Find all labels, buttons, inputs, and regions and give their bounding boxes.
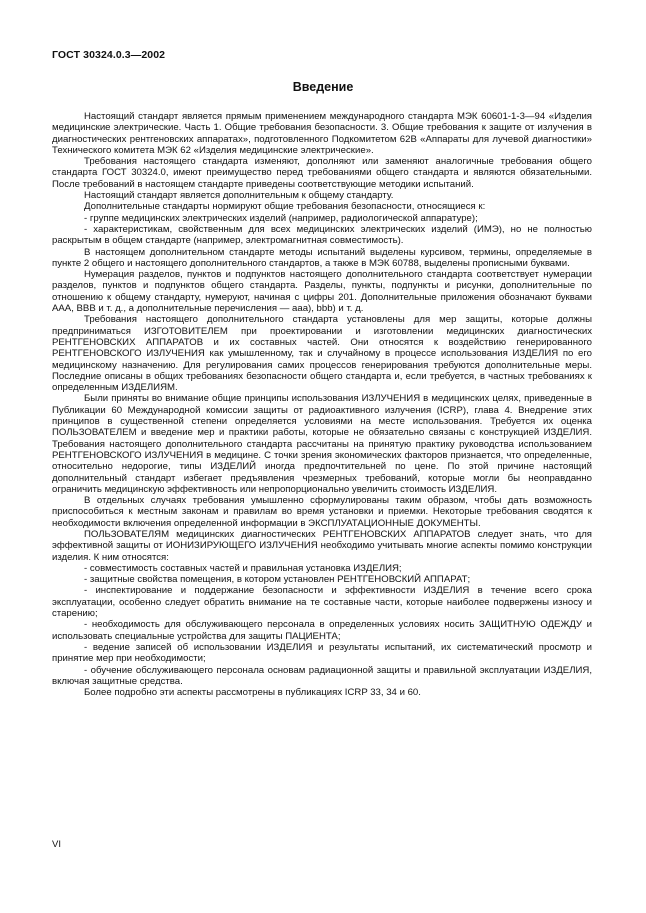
paragraph-supplementary-standards: Дополнительные стандарты нормируют общие требования безопасности, относящиеся к: [84, 201, 486, 213]
standard-code-header: ГОСТ 30324.0.3—2002 [52, 49, 166, 61]
paragraph-intro: Настоящий стандарт является прямым применением международного стандарта МЭК 60601-1-3—94 «Изделия медицинские электрические. Часть 1. Общие требования безопасности. 3. Общие требования к защите от излучения в диагностических рентгеновских аппаратах», подготовленного Подкомитетом 62В «Аппараты для лучевой диагностики» Технического комитета МЭК 62 «Изделия медицинские электрические». [52, 111, 592, 156]
paragraph-test-methods: В настоящем дополнительном стандарте методы испытаний выделены курсивом, термины, определяемые в пункте 2 общего и настоящего дополнительного стандартов, а также в МЭК 60788, выделены прописными буквами. [52, 246, 592, 269]
document-body [52, 111, 592, 698]
list-item: - инспектирование и поддержание безопасности и эффективности ИЗДЕЛИЯ в течение всего срока эксплуатации, особенно следует обратить внимание на те составные части, которые наиболее подвержены износу и старению; [52, 585, 592, 620]
paragraph-protection-measures: Требования настоящего дополнительного стандарта установлены для мер защиты, которые должны предприниматься ИЗГОТОВИТЕЛЕМ при проектировании и изготовлении медицинских диагностических РЕНТГЕНОВСКИХ АППАРАТОВ и их составных частей. Они относятся к воздействию генерированного РЕНТГЕНОВСКОГО ИЗЛУЧЕНИЯ как умышленному, так и случайному в процессе использования ИЗДЕЛИЯ по его медицинскому назначению. Для регулирования самих процессов генерирования требуются дополнительные меры. Последние описаны в общих требованиях безопасности общего стандарта и, если требуется, в частных требованиях к определенным ИЗДЕЛИЯМ. [52, 314, 592, 394]
paragraph-principles: Были приняты во внимание общие принципы использования ИЗЛУЧЕНИЯ в медицинских целях, приведенные в Публикации 60 Международной комиссии защиты от радиоактивного излучения (ICRP), глава 4. Внедрение этих принципов в существенной степени определяется условиями на месте использования. Требуется их оценка ПОЛЬЗОВАТЕЛЕМ и введение мер и практики работы, которые не обязательно связаны с конструкцией ИЗДЕЛИЯ. Требования настоящего дополнительного стандарта рассчитаны на принятую практику руководства использованием РЕНТГЕНОВСКОГО ИЗЛУЧЕНИЯ в медицине. С точки зрения экономических факторов признается, что определенные, относительно недорогие, типы ИЗДЕЛИЙ иногда предпочтительней по цене. По этой причине настоящий дополнительный стандарт избегает предъявления чрезмерных требований, которые могли бы неоправданно ограничить медицинскую эффективность или непропорционально увеличить стоимость ИЗДЕЛИЯ. [52, 393, 592, 495]
page-number: VI [52, 839, 61, 850]
paragraph-supplementary: Настоящий стандарт является дополнительным к общему стандарту. [84, 190, 394, 202]
list-item: - ведение записей об использовании ИЗДЕЛИЯ и результаты испытаний, их систематический просмотр и принятие мер при необходимости; [52, 641, 592, 665]
paragraph-local-laws: В отдельных случаях требования умышленно сформулированы таким образом, чтобы дать возможность приспособиться к местным законам и правилам во время установки и приемки. Некоторые требования сводятся к необходимости включения определенной информации в ЭКСПЛУАТАЦИОННЫЕ ДОКУМЕНТЫ. [52, 495, 592, 529]
page-title: Введение [292, 80, 354, 94]
paragraph-requirements: Требования настоящего стандарта изменяют, дополняют или заменяют аналогичные требования общего стандарта ГОСТ 30324.0, имеют преимущество перед требованиями общего стандарта и являются обязательными. После требований в настоящем стандарте приведены соответствующие методики испытаний. [52, 156, 592, 190]
list-item: - характеристикам, свойственным для всех медицинских электрических изделий (ИМЭ), но не полностью раскрытым в общем стандарте (например, электромагнитная совместимость). [52, 223, 592, 247]
list-item: - защитные свойства помещения, в котором установлен РЕНТГЕНОВСКИЙ АППАРАТ; [84, 574, 471, 586]
paragraph-numbering: Нумерация разделов, пунктов и подпунктов настоящего дополнительного стандарта соответствует нумерации разделов, пунктов и подпунктов общего стандарта. Разделы, пункты, подпункты и рисунки, дополнительные по отношению к общему стандарту, нумеруют, начиная с цифры 201. Дополнительные приложения обозначают буквами ААА, ВВВ и т. д., а дополнительные перечисления — ааа), bbb) и т. д. [52, 269, 592, 315]
paragraph-references: Более подробно эти аспекты рассмотрены в публикациях ICRP 33, 34 и 60. [84, 687, 421, 699]
list-item: - обучение обслуживающего персонала основам радиационной защиты и правильной эксплуатации ИЗДЕЛИЯ, включая защитные средства. [52, 664, 592, 687]
paragraph-users: ПОЛЬЗОВАТЕЛЯМ медицинских диагностических РЕНТГЕНОВСКИХ АППАРАТОВ следует знать, что для эффективной защиты от ИОНИЗИРУЮЩЕГО ИЗЛУЧЕНИЯ необходимо учитывать многие аспекты помимо конструкции изделия. К ним относятся: [52, 528, 592, 563]
list-item: - совместимость составных частей и правильная установка ИЗДЕЛИЯ; [84, 562, 402, 574]
list-item: - группе медицинских электрических изделий (например, радиологической аппаратуре); [84, 212, 478, 224]
list-item: - необходимость для обслуживающего персонала в определенных условиях носить ЗАЩИТНУЮ ОДЕЖДУ и использовать специальные устройства для защиты ПАЦИЕНТА; [52, 619, 592, 642]
